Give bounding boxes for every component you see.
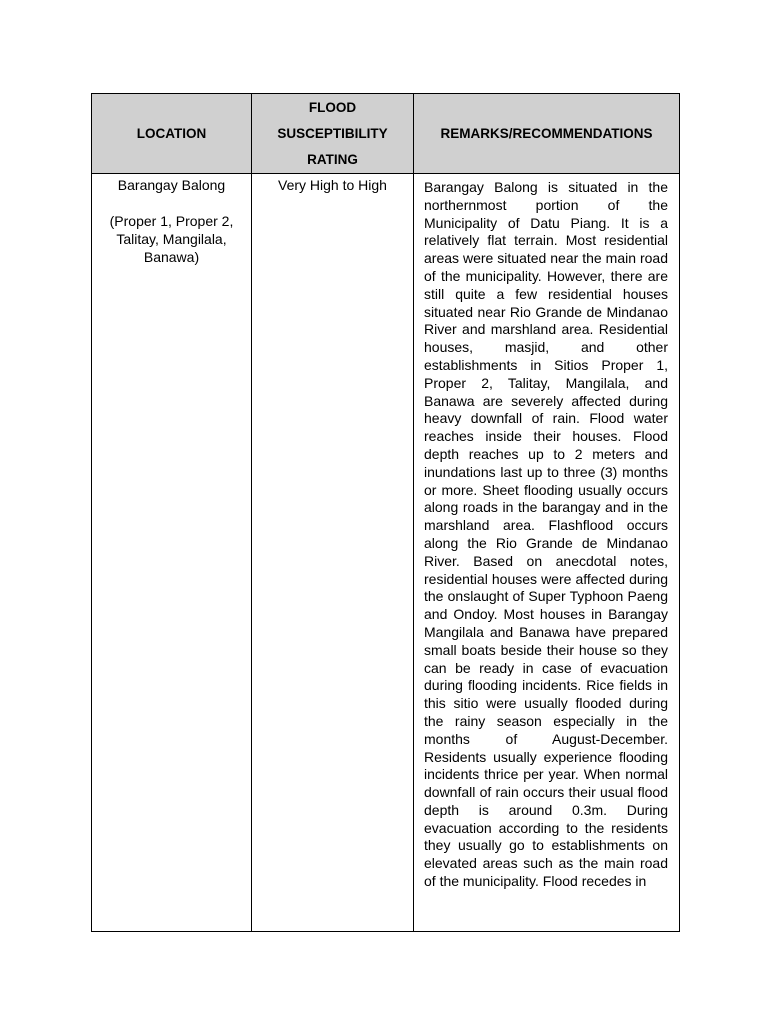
location-name: Barangay Balong	[117, 177, 226, 193]
header-rating-line-1: FLOOD	[308, 99, 357, 115]
remarks-text: Barangay Balong is situated in the northernmost portion of the Municipality of Datu Piang. It is a relatively flat terrain. Most residential areas were situated near the main road of the municipality. However, there are still quite a few residential houses situated near Rio Grande de Mindanao River and marshland area. Residential houses, masjid, and other establishments in Sitios Proper 1, Proper 2, Talitay, Mangilala, and Banawa are severely affected during heavy downfall of rain. Flood water reaches inside their houses. Flood depth reaches up to 2 meters and inundations last up to three (3) months or more. Sheet flooding usually occurs along roads in the barangay and in the marshland area. Flashflood occurs along the Rio Grande de Mindanao River. Based on anecdotal notes, residential houses were affected during the onslaught of Super Typhoon Paeng and Ondoy. Most houses in Barangay Mangilala and Banawa have prepared small boats beside their house so they can be ready in case of evacuation during flooding incidents. Rice fields in this sitio were usually flooded during the rainy season especially in the months of August-December. Residents usually experience flooding incidents thrice per year. When normal downfall of rain occurs their usual flood depth is around 0.3m. During evacuation according to the residents they usually go to establishments on elevated areas such as the main road of the municipality. Flood recedes in	[424, 179, 668, 890]
header-location-label: LOCATION	[136, 125, 207, 141]
header-rating-line-3: RATING	[307, 151, 358, 167]
header-remarks-label: REMARKS/RECOMMENDATIONS	[440, 125, 653, 141]
table-row	[92, 174, 680, 932]
header-rating-line-2: SUSCEPTIBILITY	[277, 125, 388, 141]
remarks-cell	[414, 174, 680, 932]
location-cell	[92, 174, 252, 932]
header-location	[92, 94, 252, 174]
flood-susceptibility-table	[91, 93, 680, 932]
header-flood-rating	[252, 94, 414, 174]
rating-cell	[252, 174, 414, 932]
table-header-row	[92, 94, 680, 174]
location-sitios: (Proper 1, Proper 2, Talitay, Mangilala, Banawa)	[109, 213, 234, 265]
header-remarks	[414, 94, 680, 174]
flood-rating-value: Very High to High	[278, 177, 387, 193]
